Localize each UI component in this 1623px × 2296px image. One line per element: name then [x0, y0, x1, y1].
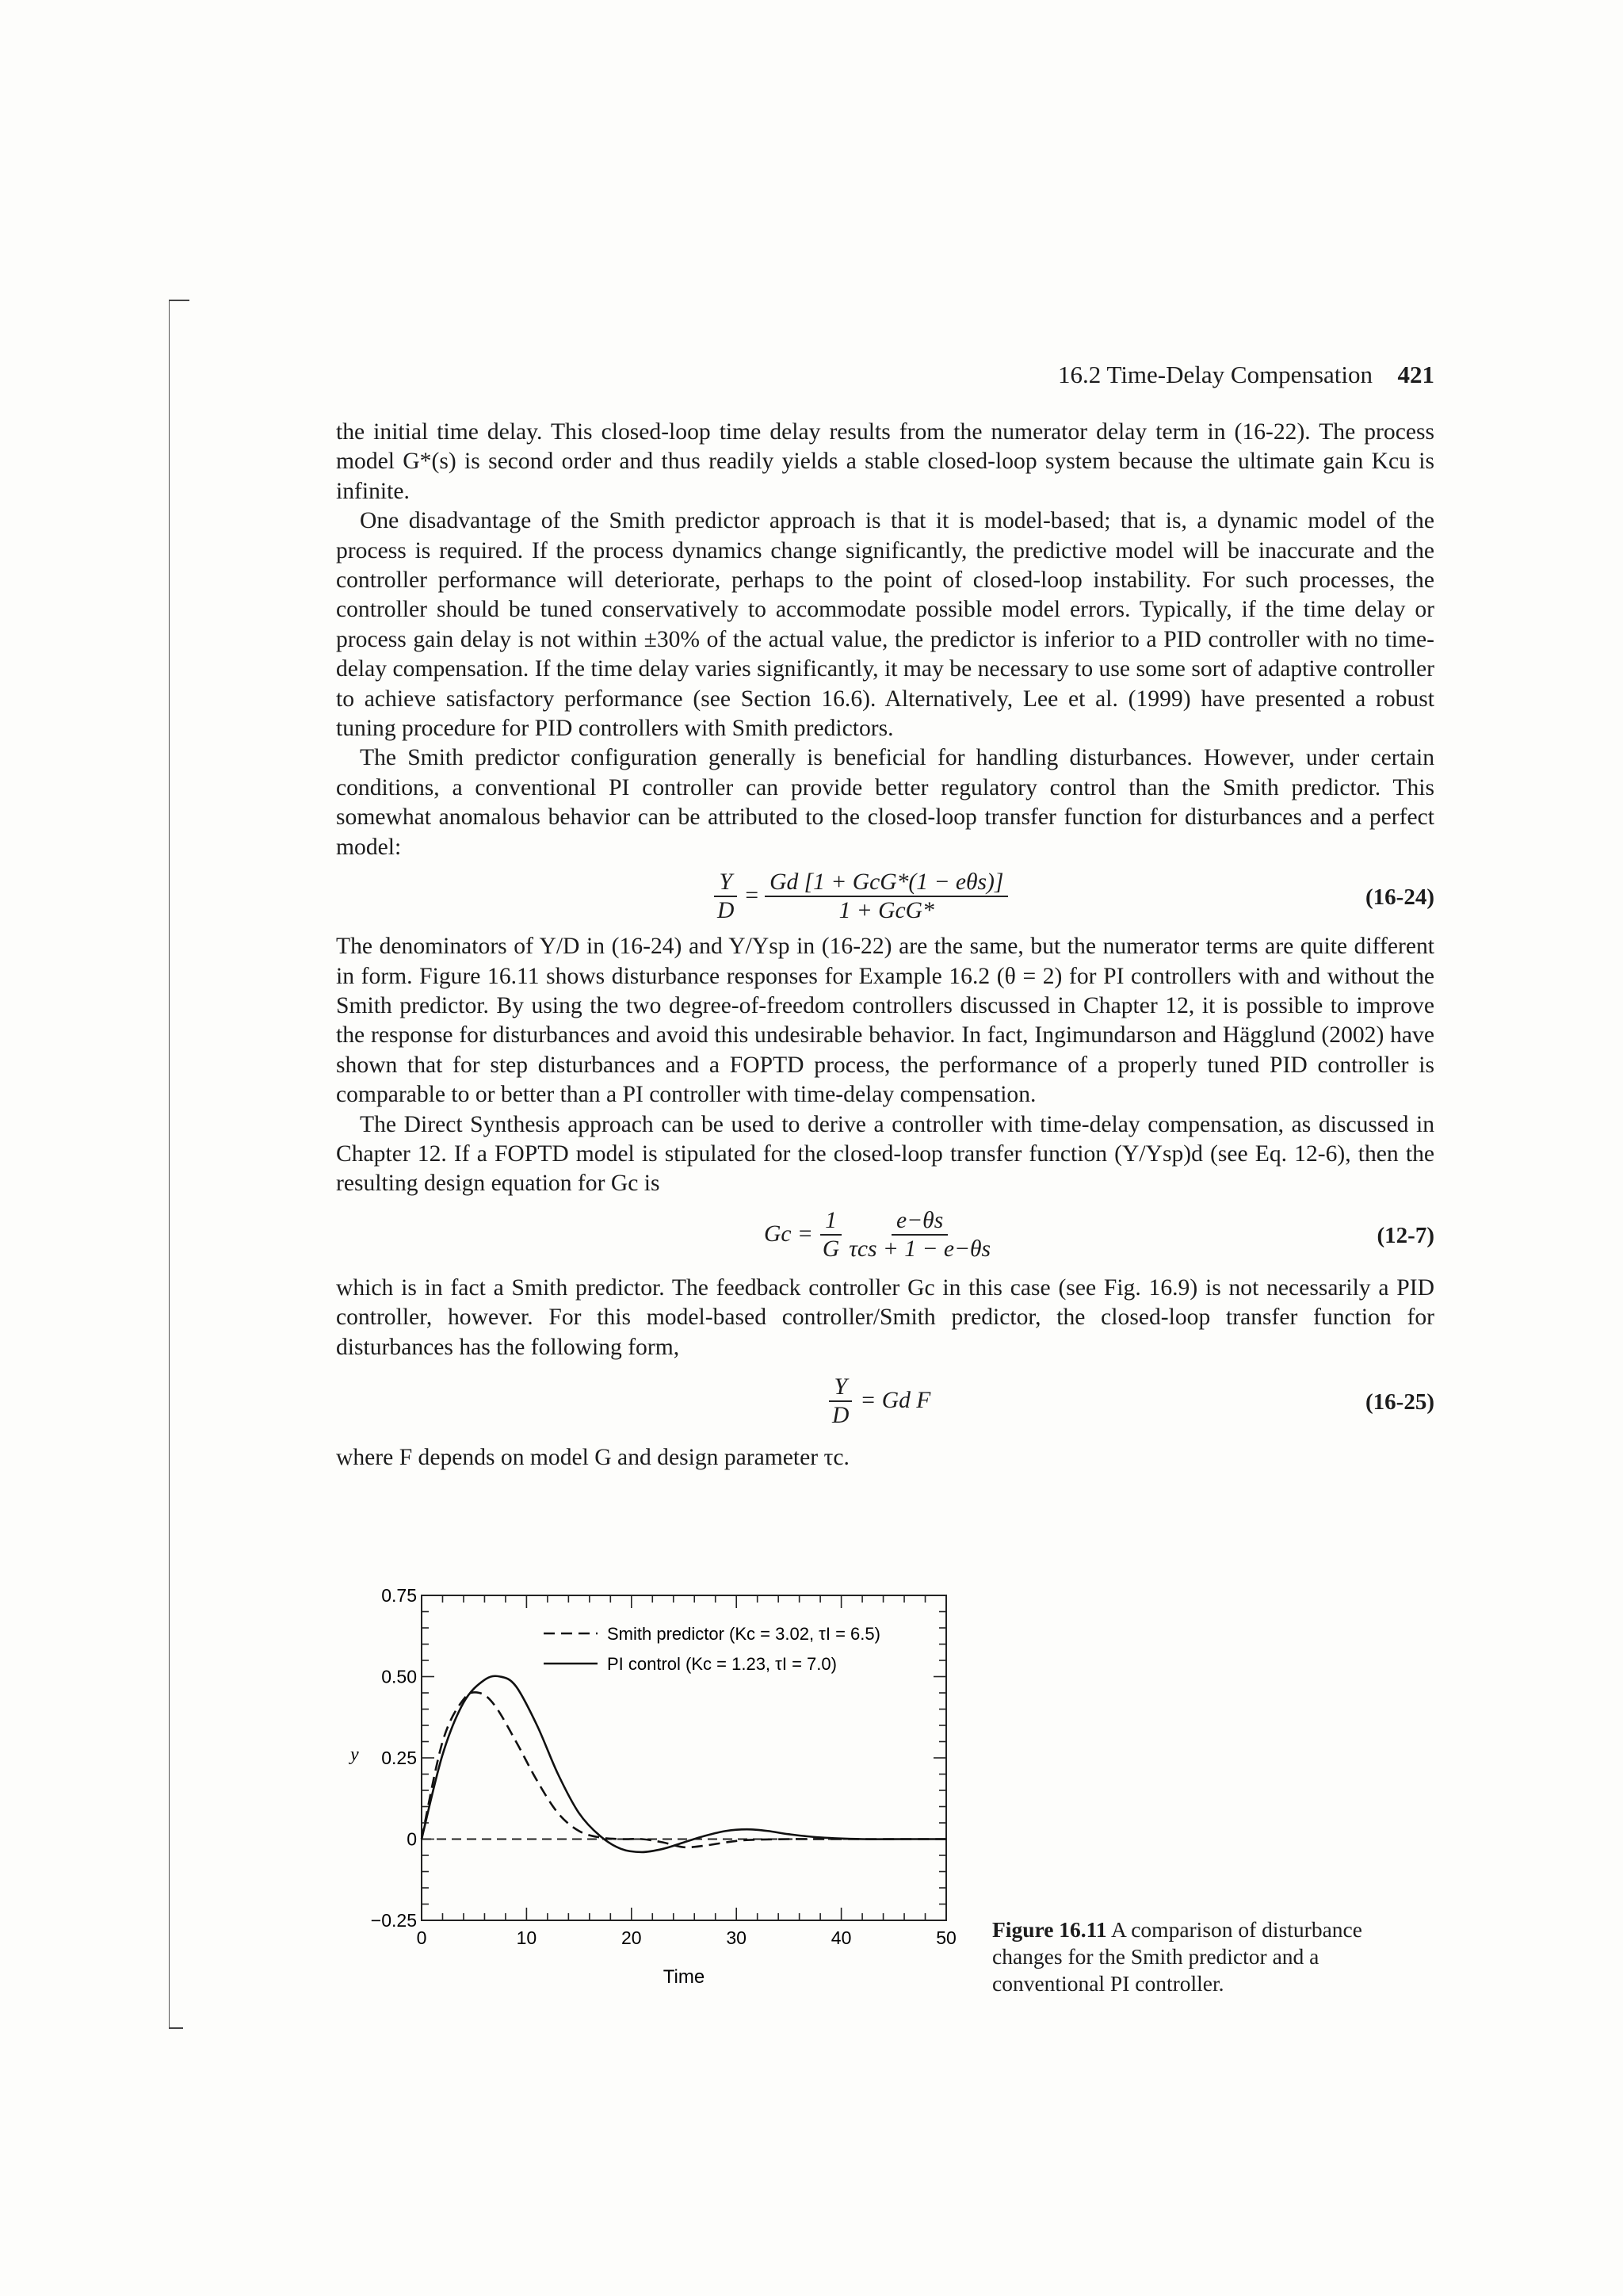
eq1-rhs: $\frac{\text{Gd [1 + GcG*(1 − eθs)]}}{\text{1 + GcG*}}$: [765, 869, 1008, 924]
y-tick-label: 0: [407, 1828, 417, 1850]
equation-12-7: [336, 1207, 1434, 1269]
figure-16-11: [336, 1589, 962, 2001]
equation-16-25: [336, 1373, 1434, 1435]
x-tick-label: 20: [621, 1927, 642, 1948]
equation-16-24: $\frac{Y}{D}$ = $\frac{\text{Gd [1 + GcG*(1 − eθs)]}}{\text{1 + GcG*}}$ (16-24): [336, 867, 1434, 929]
body-text: [336, 418, 1434, 1473]
section-title: 16.2 Time-Delay Compensation: [1058, 361, 1373, 388]
x-tick-label: 40: [831, 1927, 852, 1948]
crop-mark-left: [169, 300, 170, 2027]
series-smith-predictor-line: [422, 1692, 946, 1847]
eq3-lhs: $\frac{Y}{D}$: [827, 1373, 854, 1429]
x-tick-label: 0: [416, 1927, 427, 1948]
y-tick-label: 0.75: [381, 1589, 417, 1606]
paragraph-5: The Direct Synthesis approach can be used to derive a controller with time-delay compensation, as discussed in Chapter 12. If a FOPTD model is stipulated for the closed-loop transfer function (Y/Ysp)d (see Eq. 12-6), then the resulting design equation for Gc is: [336, 1111, 1434, 1197]
eq2-frac-1: $\frac{1}{G}$: [818, 1207, 844, 1263]
eq2-frac-2: $\frac{e-\theta s}{\text{τcs + 1 − e−θs}}$: [849, 1207, 991, 1262]
plot-frame: [422, 1595, 946, 1920]
legend-label: PI control (Kc = 1.23, τI = 7.0): [607, 1654, 837, 1674]
caption-label: Figure 16.11: [992, 1917, 1107, 1942]
eq2-lhs: Gc =: [764, 1221, 813, 1247]
equation-number: (16-24): [1365, 884, 1434, 911]
caption-text: A comparison of disturbance changes for the Smith predictor and a conventional PI controller.: [992, 1917, 1362, 1996]
series-pi-control-line: [422, 1676, 946, 1852]
x-tick-label: 10: [516, 1927, 537, 1948]
equation-number: (12-7): [1377, 1222, 1434, 1248]
y-tick-label: 0.50: [381, 1666, 417, 1687]
paragraph-7: where F depends on model G and design parameter τc.: [336, 1444, 850, 1470]
page-number: 421: [1397, 361, 1434, 388]
crop-mark-bottom: [169, 2027, 183, 2029]
crop-mark-top: [169, 300, 189, 301]
paragraph-1: the initial time delay. This closed-loop time delay results from the numerator delay term in (16-22). The process model G*(s) is second order and thus readily yields a stable closed-loop system because the ultimate gain Kcu is infinite.: [336, 419, 1434, 504]
x-tick-label: 30: [726, 1927, 747, 1948]
eq1-lhs: $\frac{Y}{D}$: [712, 869, 739, 924]
paragraph-6: which is in fact a Smith predictor. The feedback controller Gc in this case (see Fig. 16.9) is not necessarily a PID controller, however. For this model-based controller/Smith predictor, the closed-loop transfer function for disturbances has the following form,: [336, 1274, 1434, 1360]
x-tick-label: 50: [936, 1927, 957, 1948]
y-axis-label: y: [350, 1744, 359, 1765]
running-header: [333, 361, 1434, 392]
y-tick-label: −0.25: [370, 1910, 417, 1931]
paragraph-4: The denominators of Y/D in (16-24) and Y/Ysp in (16-22) are the same, but the numerator terms are quite different in form. Figure 16.11 shows disturbance responses for Example 16.2 (θ = 2) for PI controllers with and without the Smith predictor. By using the two degree-of-freedom controllers discussed in Chapter 12, it is possible to improve the response for disturbances and avoid this undesirable behavior. In fact, Ingimundarson and Hägglund (2002) have shown that for step disturbances and a FOPTD process, the performance of a properly tuned PID controller is comparable to or better than a PI controller with time-delay compensation.: [336, 934, 1434, 1108]
eq3-rhs: = Gd F: [860, 1388, 931, 1414]
paragraph-3: The Smith predictor configuration generally is beneficial for handling disturbances. However, under certain conditions, a conventional PI controller can provide better regulatory control than the Smith predictor. This somewhat anomalous behavior can be attributed to the closed-loop transfer function for disturbances and a perfect model:: [336, 745, 1434, 860]
y-tick-label: 0.25: [381, 1748, 417, 1768]
paragraph-2: One disadvantage of the Smith predictor approach is that it is model-based; that is, a dynamic model of the process is required. If the process dynamics change significantly, the predictive model will be inaccurate and the controller performance will deteriorate, perhaps to the point of closed-loop instability. For such processes, the controller should be tuned conservatively to accommodate possible model errors. Typically, if the time delay or process gain delay is not within ±30% of the actual value, the predictor is inferior to a PID controller with no time-delay compensation. If the time delay varies significantly, it may be necessary to use some sort of adaptive controller to achieve satisfactory performance (see Section 16.6). Alternatively, Lee et al. (1999) have presented a robust tuning procedure for PID controllers with Smith predictors.: [336, 508, 1434, 742]
figure-caption: [992, 1916, 1404, 1997]
equation-number: (16-25): [1365, 1389, 1434, 1415]
legend-label: Smith predictor (Kc = 3.02, τI = 6.5): [607, 1624, 880, 1644]
disturbance-response-chart: [336, 1589, 962, 2001]
x-axis-label: Time: [663, 1966, 705, 1988]
